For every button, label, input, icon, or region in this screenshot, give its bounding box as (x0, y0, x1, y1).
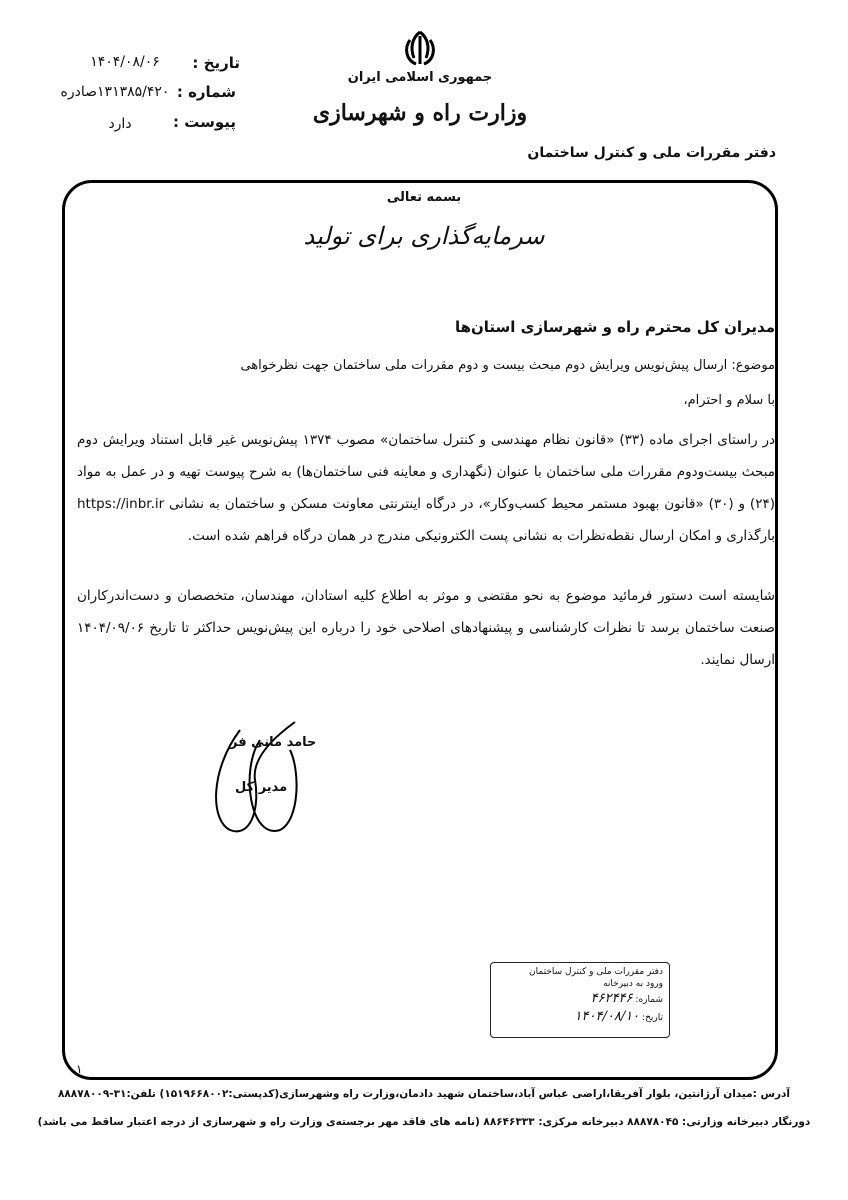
stamp-entry: ورود به دبیرخانه (603, 979, 663, 990)
date-label: تاریخ : (192, 54, 240, 72)
stamp-number-label: شماره: (635, 995, 663, 1006)
footer-phones: دورنگار دبیرخانه وزارتی: ۸۸۸۷۸۰۴۵ دبیرخانه مرکزی: ۸۸۶۴۶۳۳۳ (نامه های فاقد مهر برجسته‌ی وزارت راه و شهرسازی از درجه اعتبار ساقط می باشد) (37, 1116, 811, 1128)
republic-title: جمهوری اسلامی ایران (347, 70, 493, 85)
body-paragraph-1: در راستای اجرای ماده (۳۳) «قانون نظام مهندسی و کنترل ساختمان» مصوب ۱۳۷۴ پیش‌نویس غیر قابل استناد ویرایش دوم مبحث بیست‌ودوم مقررات ملی ساختمان با عنوان (نگهداری و معاینه فنی ساختمان‌ها) به شرح پیوست تهیه و در عمل به مواد (۲۴) و (۳۰) «قانون بهبود مستمر محیط کسب‌وکار»، در درگاه اینترنتی معاونت مسکن و ساختمان به نشانی https://inbr.ir بارگذاری و امکان ارسال نقطه‌نظرات به نشانی پست الکترونیکی مندرج در همان درگاه فراهم شده است. (77, 432, 775, 544)
number-value: ۱۳۱۳۸۵/۴۲۰صادره (60, 84, 170, 100)
stamp-date-row (497, 1008, 663, 1026)
basmala: بسمه تعالی (386, 190, 462, 205)
stamp-number-row (497, 990, 663, 1008)
body-paragraph-2: شایسته است دستور فرمائید موضوع به نحو مقتضی و موثر به اطلاع کلیه استادان، مهندسان، متخصصان و دست‌اندرکاران صنعت ساختمان برسد تا نظرات کارشناسی و پیشنهادهای اصلاحی خود را درباره این پیش‌نویس حداکثر تا تاریخ ۱۴۰۴/۰۹/۰۶ ارسال نمایند. (77, 588, 775, 668)
stamp-number-value: ۴۶۲۴۴۶ (590, 991, 633, 1007)
ministry-title: وزارت راه و شهرسازی (312, 100, 528, 126)
iran-emblem-icon (398, 28, 442, 72)
attachment-label: پیوست : (172, 113, 236, 131)
office-name: دفتر مقررات ملی و کنترل ساختمان (527, 145, 776, 161)
stamp-office: دفتر مقررات ملی و کنترل ساختمان (529, 967, 663, 977)
stamp-date-value: ۱۴۰۴/۰۸/۱۰ (574, 1008, 640, 1024)
stamp-date-label: تاریخ: (642, 1012, 663, 1023)
signer-title: مدیر کل (235, 780, 288, 795)
slogan: سرمایه‌گذاری برای تولید (303, 222, 545, 250)
attachment-value: دارد (108, 116, 132, 132)
addressee: مدیران کل محترم راه و شهرسازی استان‌ها (454, 318, 775, 336)
footer-address: آدرس :میدان آرژانتین، بلوار آفریقا،اراضی عباس آباد،ساختمان شهید دادمان،وزارت راه وشهرسازی(کدپستی:۱۵۱۹۶۶۸۰۰۲) تلفن:۳۱-۸۸۸۷۸۰۰۹ (57, 1088, 791, 1100)
receipt-stamp (490, 962, 670, 1038)
signer-name: حامد مانی فر (230, 735, 317, 750)
number-label: شماره : (176, 83, 236, 101)
date-value: ۱۴۰۴/۰۸/۰۶ (90, 54, 160, 70)
page-number: ۱ (76, 1062, 83, 1076)
greeting: با سلام و احترام، (683, 393, 775, 408)
subject-line: موضوع: ارسال پیش‌نویس ویرایش دوم مبحث بیست و دوم مقررات ملی ساختمان جهت نظرخواهی (240, 358, 775, 373)
